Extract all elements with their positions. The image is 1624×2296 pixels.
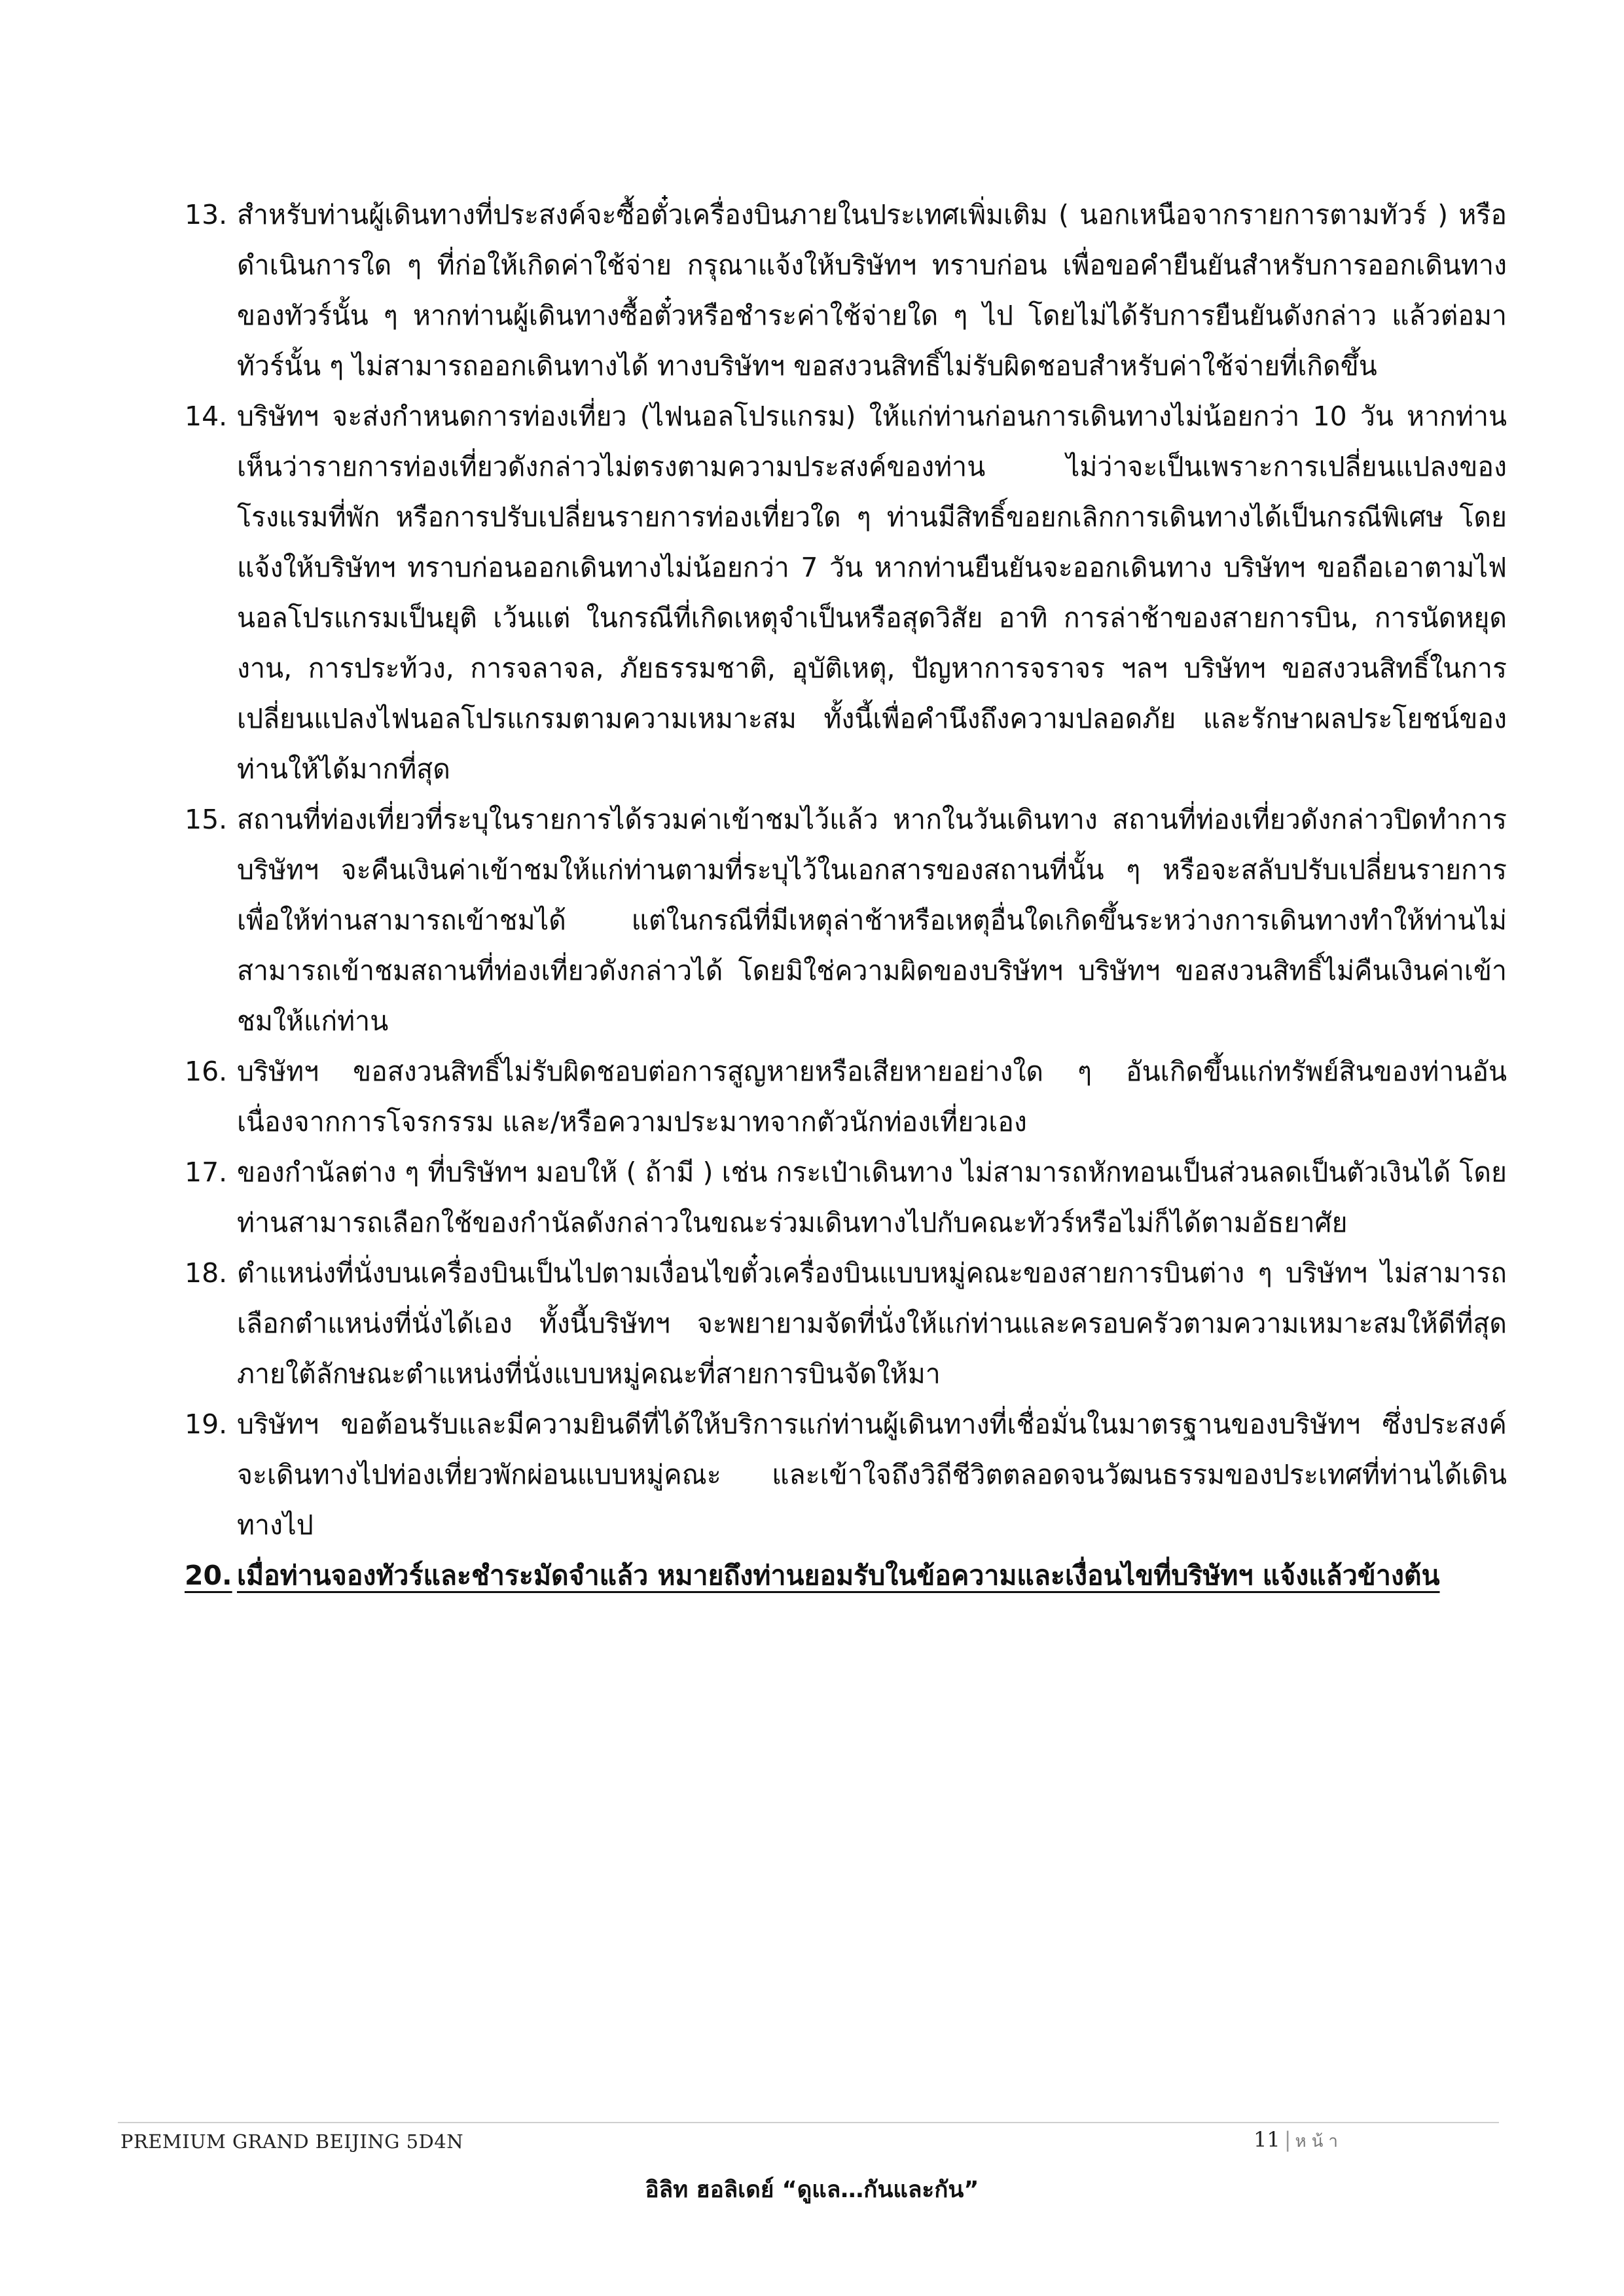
term-text: บริษัทฯ จะส่งกำหนดการท่องเที่ยว (ไฟนอลโปรแกรม) ให้แก่ท่านก่อนการเดินทางไม่น้อยกว่า 10 วัน หากท่านเห็นว่ารายการท่องเที่ยวดังกล่าวไม่ตรงตามความประสงค์ของท่าน ไม่ว่าจะเป็นเพราะการเปลี่ยนแปลงของโรงแรมที่พัก หรือการปรับเปลี่ยนรายการท่องเที่ยวใด ๆ ท่านมีสิทธิ์ขอยกเลิกการเดินทางได้เป็นกรณีพิเศษ โดยแจ้งให้บริษัทฯ ทราบก่อนออกเดินทางไม่น้อยกว่า 7 วัน หากท่านยืนยันจะออกเดินทาง บริษัทฯ ขอถือเอาตามไฟนอลโปรแกรมเป็นยุติ เว้นแต่ ในกรณีที่เกิดเหตุจำเป็นหรือสุดวิสัย อาทิ การล่าช้าของสายการบิน, การนัดหยุดงาน, การประท้วง, การจลาจล, ภัยธรรมชาติ, อุบัติเหตุ, ปัญหาการจราจร ฯลฯ บริษัทฯ ขอสงวนสิทธิ์ในการเปลี่ยนแปลงไฟนอลโปรแกรมตามความเหมาะสม ทั้งนี้เพื่อคำนึงถึงความปลอดภัย และรักษาผลประโยชน์ของท่านให้ได้มากที่สุด — [237, 401, 1507, 785]
term-item-15 — [185, 795, 1507, 1047]
term-item-13 — [185, 190, 1507, 391]
term-number: 16. — [185, 1056, 228, 1087]
term-text: ของกำนัลต่าง ๆ ที่บริษัทฯ มอบให้ ( ถ้ามี ) เช่น กระเป๋าเดินทาง ไม่สามารถหักทอนเป็นส่วนลดเป็นตัวเงินได้ โดยท่านสามารถเลือกใช้ของกำนัลดังกล่าวในขณะร่วมเดินทางไปกับคณะทัวร์หรือไม่ก็ได้ตามอัธยาศัย — [237, 1157, 1507, 1238]
footer-slogan: อิลิท ฮอลิเดย์ “ดูแล…กันและกัน” — [645, 2177, 979, 2203]
term-number: 20. — [185, 1560, 232, 1591]
term-item-19 — [185, 1399, 1507, 1551]
term-text: สถานที่ท่องเที่ยวที่ระบุในรายการได้รวมค่าเข้าชมไว้แล้ว หากในวันเดินทาง สถานที่ท่องเที่ยวดังกล่าวปิดทำการ บริษัทฯ จะคืนเงินค่าเข้าชมให้แก่ท่านตามที่ระบุไว้ในเอกสารของสถานที่นั้น ๆ หรือจะสลับปรับเปลี่ยนรายการเพื่อให้ท่านสามารถเข้าชมได้ แต่ในกรณีที่มีเหตุล่าช้าหรือเหตุอื่นใดเกิดขึ้นระหว่างการเดินทางทำให้ท่านไม่สามารถเข้าชมสถานที่ท่องเที่ยวดังกล่าวได้ โดยมิใช่ความผิดของบริษัทฯ บริษัทฯ ขอสงวนสิทธิ์ไม่คืนเงินค่าเข้าชมให้แก่ท่าน — [237, 804, 1507, 1037]
page-number: 11 — [1254, 2127, 1280, 2152]
term-text: บริษัทฯ ขอต้อนรับและมีความยินดีที่ได้ให้บริการแก่ท่านผู้เดินทางที่เชื่อมั่นในมาตรฐานของบริษัทฯ ซึ่งประสงค์จะเดินทางไปท่องเที่ยวพักผ่อนแบบหมู่คณะ และเข้าใจถึงวิถีชีวิตตลอดจนวัฒนธรรมของประเทศที่ท่านได้เดินทางไป — [237, 1408, 1507, 1541]
term-item-16 — [185, 1047, 1507, 1147]
term-number: 15. — [185, 804, 228, 835]
footer-page-indicator — [1254, 2127, 1343, 2155]
term-number: 18. — [185, 1257, 228, 1289]
term-item-20 — [185, 1551, 1507, 1601]
page-word: หน้า — [1295, 2132, 1344, 2151]
terms-list — [185, 190, 1507, 1601]
footer-divider — [118, 2122, 1499, 2123]
term-text: บริษัทฯ ขอสงวนสิทธิ์ไม่รับผิดชอบต่อการสูญหายหรือเสียหายอย่างใด ๆ อันเกิดขึ้นแก่ทรัพย์สินของท่านอันเนื่องจากการโจรกรรม และ/หรือความประมาทจากตัวนักท่องเที่ยวเอง — [237, 1056, 1507, 1138]
page-separator: | — [1284, 2127, 1291, 2152]
footer-tour-name: PREMIUM GRAND BEIJING 5D4N — [120, 2130, 464, 2153]
term-item-14 — [185, 391, 1507, 795]
term-item-18 — [185, 1248, 1507, 1399]
term-number: 13. — [185, 199, 228, 230]
term-number: 17. — [185, 1157, 228, 1188]
term-text: เมื่อท่านจองทัวร์และชำระมัดจำแล้ว หมายถึงท่านยอมรับในข้อความและเงื่อนไขที่บริษัทฯ แจ้งแล้วข้างต้น — [237, 1560, 1440, 1591]
term-text: สำหรับท่านผู้เดินทางที่ประสงค์จะซื้อตั๋วเครื่องบินภายในประเทศเพิ่มเติม ( นอกเหนือจากรายการตามทัวร์ ) หรือดำเนินการใด ๆ ที่ก่อให้เกิดค่าใช้จ่าย กรุณาแจ้งให้บริษัทฯ ทราบก่อน เพื่อขอคำยืนยันสำหรับการออกเดินทางของทัวร์นั้น ๆ หากท่านผู้เดินทางซื้อตั๋วหรือชำระค่าใช้จ่ายใด ๆ ไป โดยไม่ได้รับการยืนยันดังกล่าว แล้วต่อมาทัวร์นั้น ๆ ไม่สามารถออกเดินทางได้ ทางบริษัทฯ ขอสงวนสิทธิ์ไม่รับผิดชอบสำหรับค่าใช้จ่ายที่เกิดขึ้น — [237, 199, 1507, 382]
term-number: 19. — [185, 1408, 228, 1440]
term-item-17 — [185, 1147, 1507, 1248]
term-number: 14. — [185, 401, 228, 432]
term-text: ตำแหน่งที่นั่งบนเครื่องบินเป็นไปตามเงื่อนไขตั๋วเครื่องบินแบบหมู่คณะของสายการบินต่าง ๆ บริษัทฯ ไม่สามารถเลือกตำแหน่งที่นั่งได้เอง ทั้งนี้บริษัทฯ จะพยายามจัดที่นั่งให้แก่ท่านและครอบครัวตามความเหมาะสมให้ดีที่สุดภายใต้ลักษณะตำแหน่งที่นั่งแบบหมู่คณะที่สายการบินจัดให้มา — [237, 1257, 1507, 1390]
